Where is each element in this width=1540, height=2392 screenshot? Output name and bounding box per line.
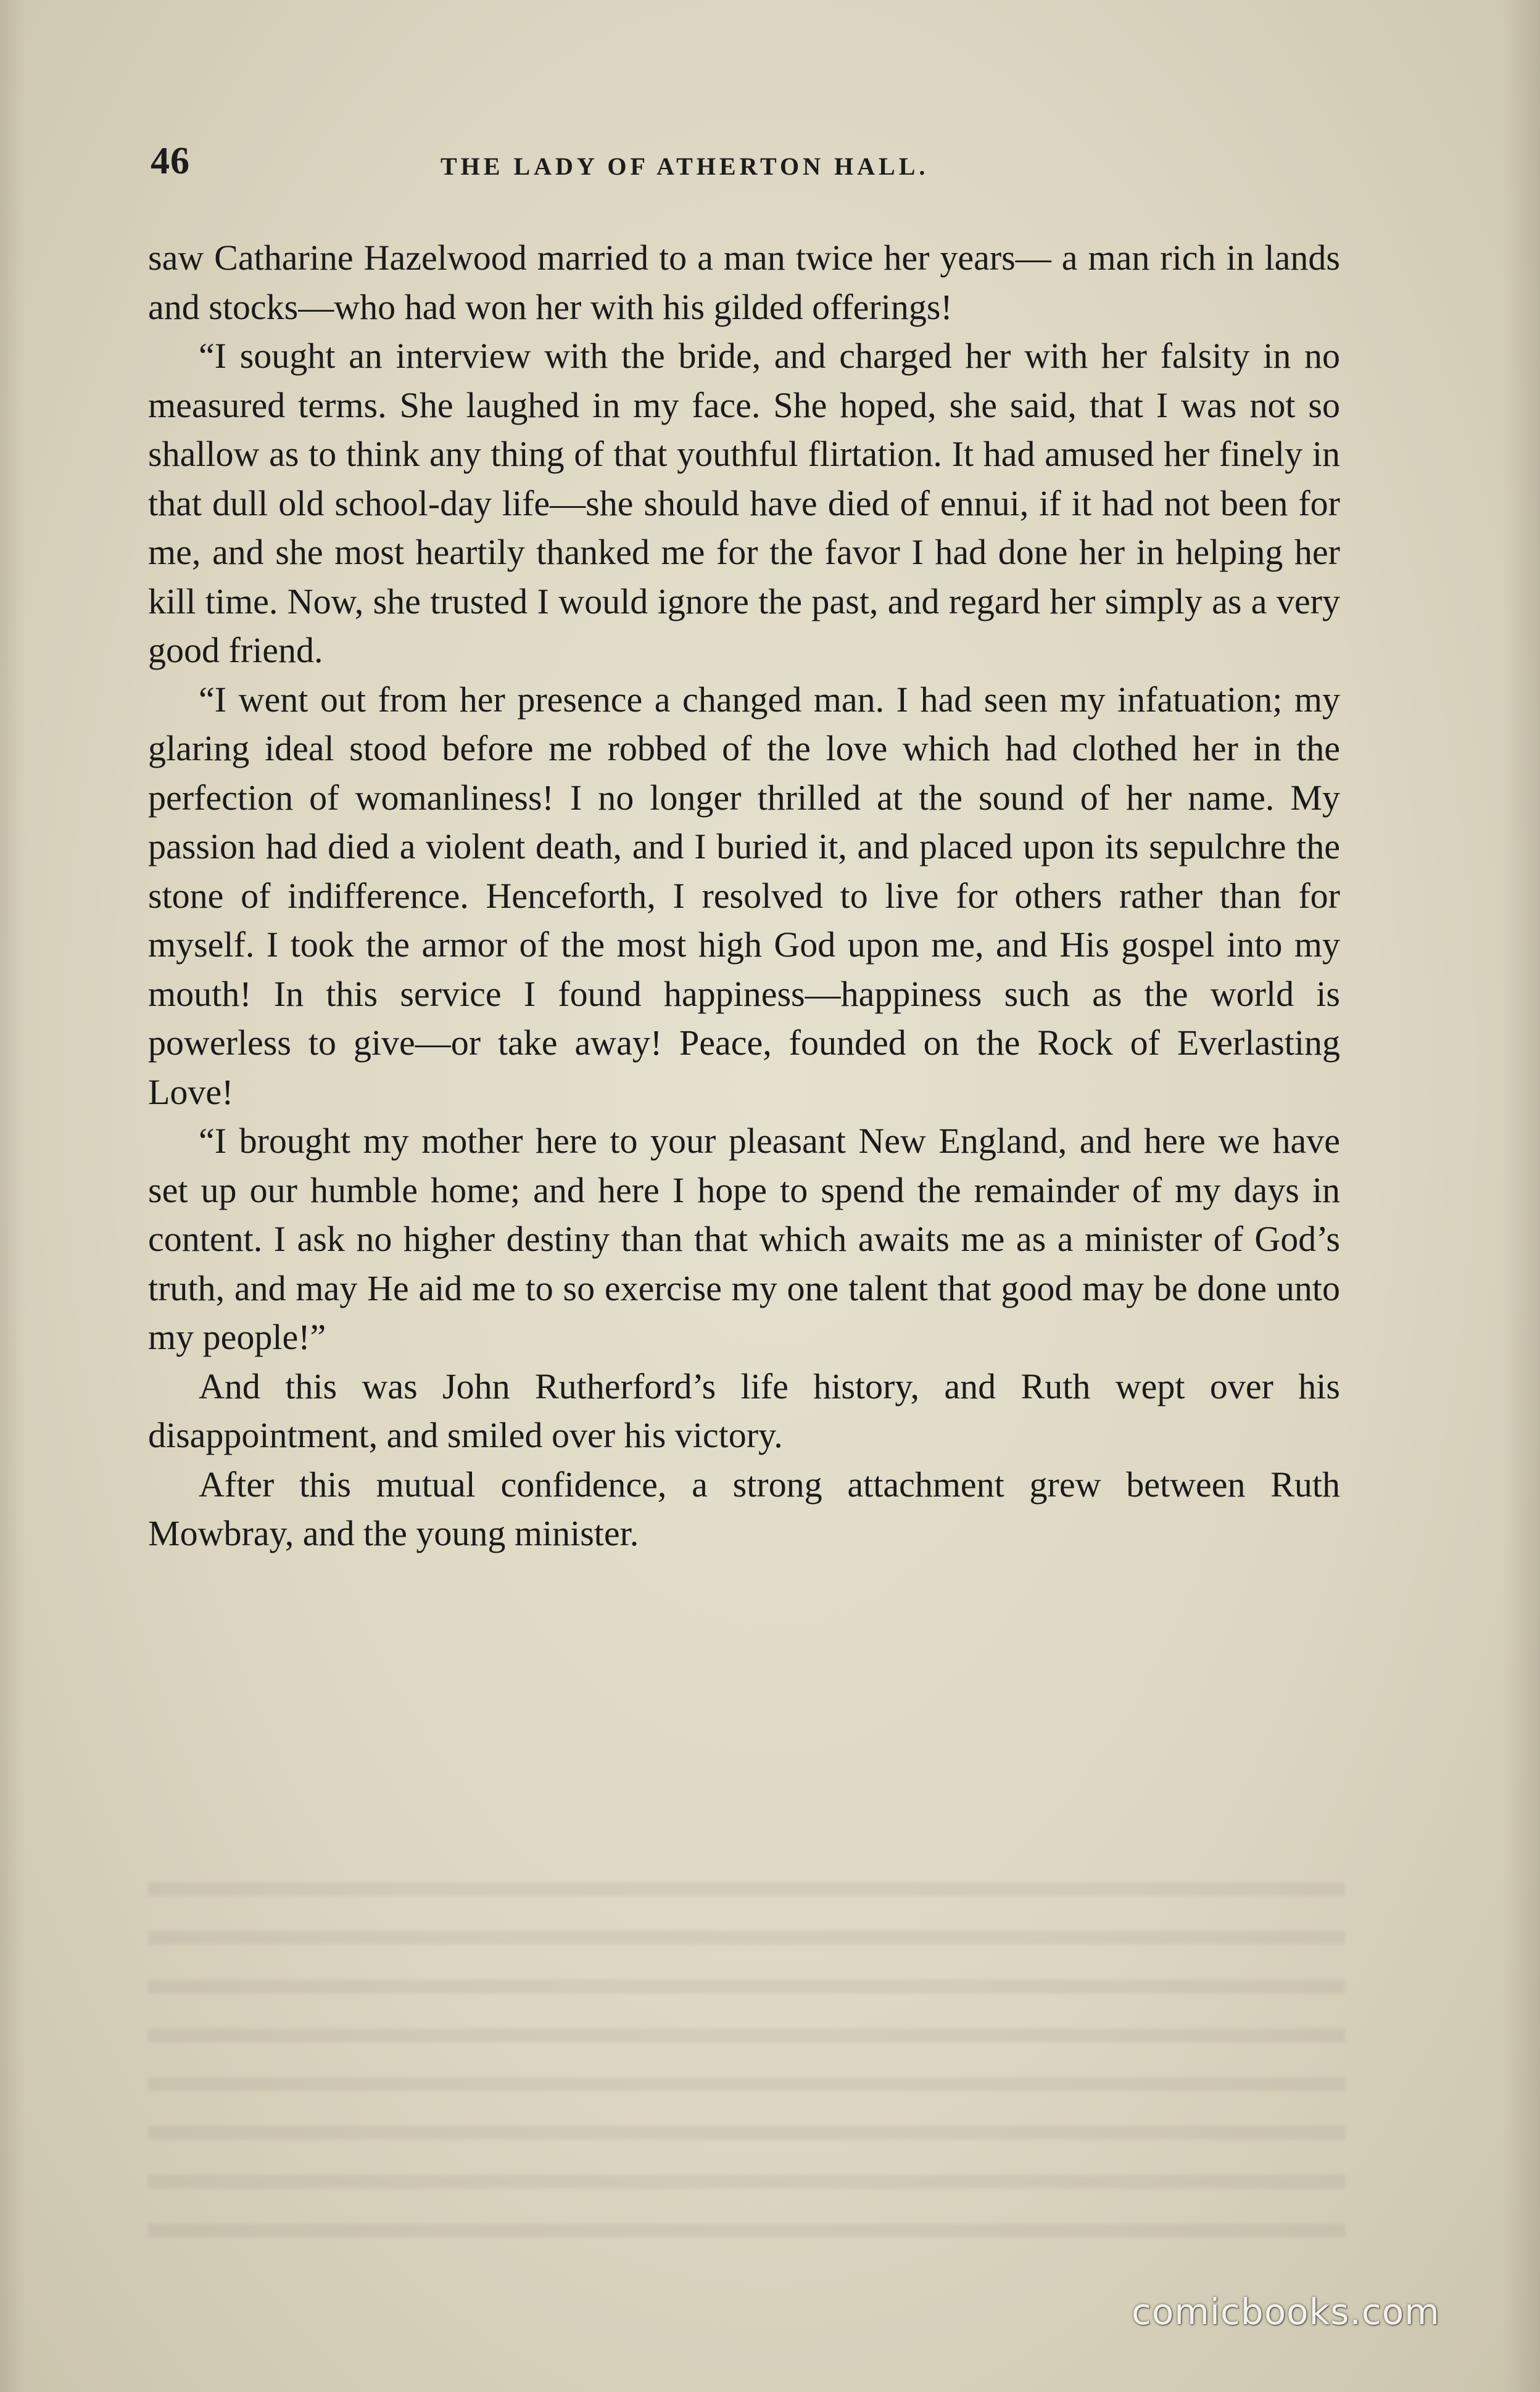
show-through-text (148, 1858, 1345, 2253)
body-text (148, 233, 1340, 1558)
paragraph: “I sought an interview with the bride, and charged her with her falsity in no measured terms. She laughed in my face. She hoped, she said, that I was not so shallow as to think any thing of that youthful flirtation. It had amused her finely in that dull old school-day life—she should have died of ennui, if it had not been for me, and she most heartily thanked me for the favor I had done her in helping her kill time. Now, she trusted I would ignore the past, and regard her simply as a very good friend. (148, 336, 1340, 670)
page-gutter-shadow (0, 0, 25, 2392)
paragraph: After this mutual confidence, a strong attachment grew between Ruth Mowbray, and the young minister. (148, 1464, 1340, 1553)
watermark: comicbooks.com (1132, 2291, 1440, 2333)
page-number: 46 (151, 140, 190, 182)
paragraph: “I brought my mother here to your pleasant New England, and here we have set up our humble home; and here I hope to spend the remainder of my days in content. I ask no higher destiny than that which awaits me as a minister of God’s truth, and may He aid me to so exercise my one talent that good may be done unto my people!” (148, 1121, 1340, 1357)
paragraph: And this was John Rutherford’s life history, and Ruth wept over his disappointment, and smiled over his victory. (148, 1366, 1340, 1455)
paragraph: saw Catharine Hazelwood married to a man twice her years— a man rich in lands and stocks—who had won her with his gilded offerings! (148, 238, 1340, 327)
page-header (151, 139, 1341, 195)
paragraph: “I went out from her presence a changed man. I had seen my infatuation; my glaring ideal stood before me robbed of the love which had clothed her in the perfection of womanliness! I no longer thrilled at the sound of her name. My passion had died a violent death, and I buried it, and placed upon its sepulchre the stone of indifference. Henceforth, I resolved to live for others rather than for myself. I took the armor of the most high God upon me, and His gospel into my mouth! In this service I found happiness—happiness such as the world is powerless to give—or take away! Peace, founded on the Rock of Everlasting Love! (148, 679, 1340, 1112)
running-title: THE LADY OF ATHERTON HALL. (441, 152, 929, 180)
page-edge-shadow (1503, 0, 1540, 2392)
